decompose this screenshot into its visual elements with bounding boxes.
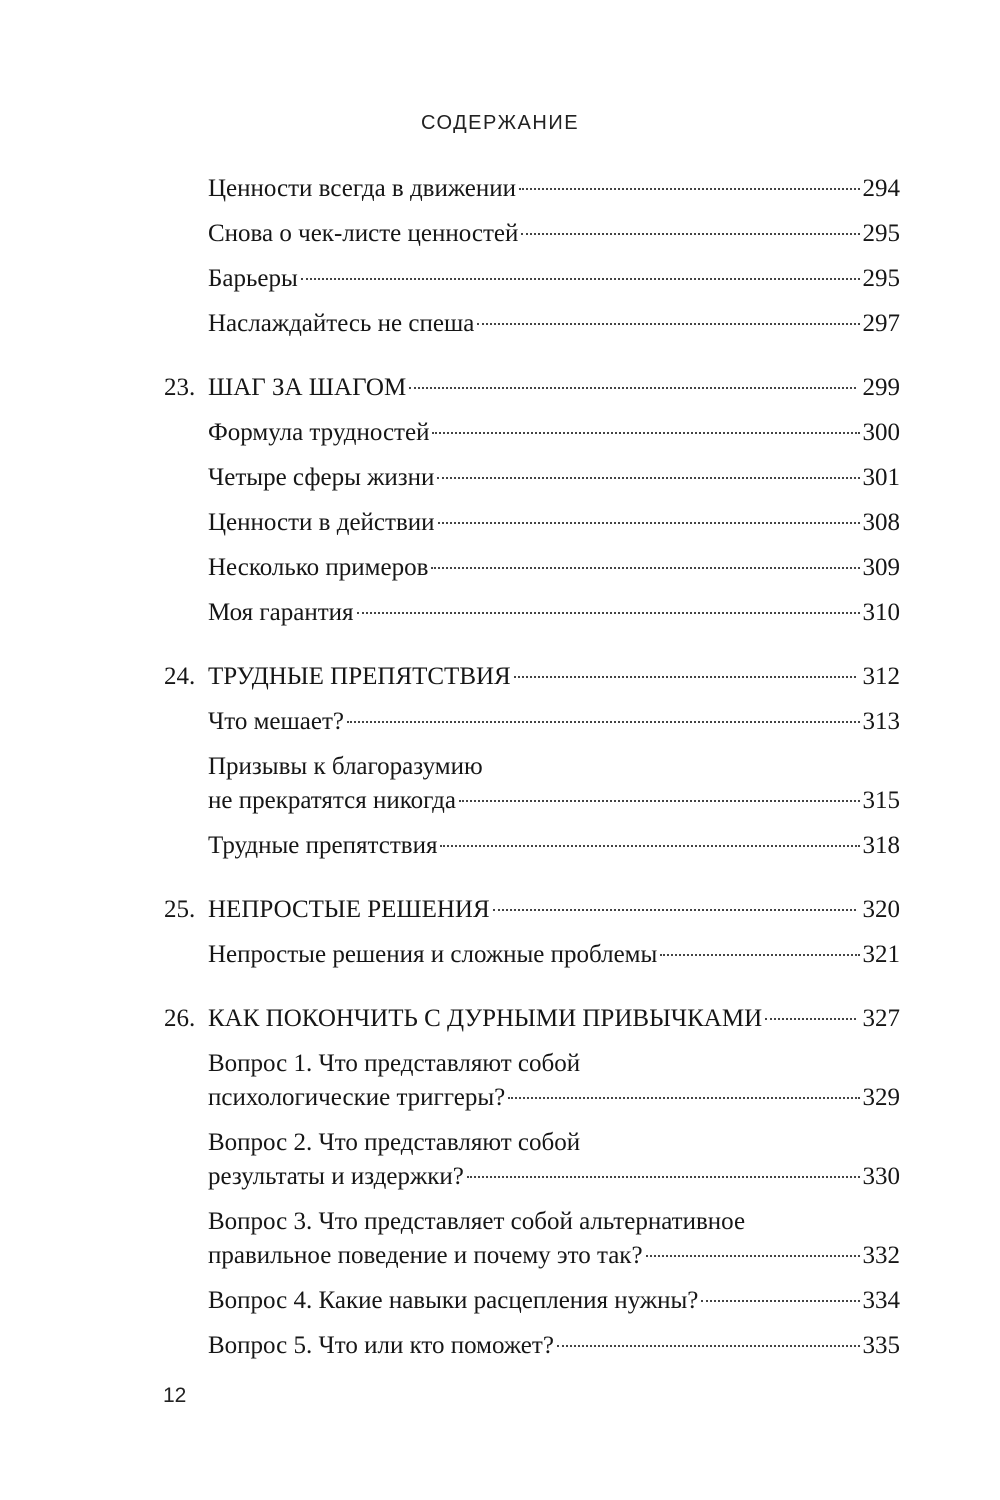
- toc-entry-page: 329: [862, 1084, 900, 1111]
- dot-leader: [646, 1255, 860, 1257]
- chapter-title: НЕПРОСТЫЕ РЕШЕНИЯ: [208, 896, 490, 923]
- dot-leader: [521, 233, 859, 235]
- toc-entry[interactable]: [0, 596, 1000, 630]
- dot-leader: [765, 1018, 855, 1020]
- toc-entry-page: 334: [862, 1287, 900, 1314]
- toc-entry-page: 308: [862, 509, 900, 536]
- chapter-title: ТРУДНЫЕ ПРЕПЯТСТВИЯ: [208, 663, 511, 690]
- chapter-page: 312: [862, 663, 900, 690]
- toc-entry[interactable]: [0, 416, 1000, 450]
- toc-entry[interactable]: [0, 1205, 1000, 1273]
- toc-entry-title: Непростые решения и сложные проблемы: [208, 941, 658, 968]
- chapter-number: 23.: [164, 374, 196, 401]
- dot-leader: [514, 676, 856, 678]
- toc-entry[interactable]: [0, 750, 1000, 818]
- dot-leader: [701, 1300, 859, 1302]
- dot-leader: [519, 188, 859, 190]
- chapter-page: 327: [862, 1005, 900, 1032]
- table-of-contents: [0, 172, 1000, 1374]
- toc-entry-page: 295: [862, 265, 900, 292]
- dot-leader: [347, 721, 860, 723]
- dot-leader: [493, 909, 856, 911]
- dot-leader: [432, 432, 859, 434]
- toc-entry-title-line2: результаты и издержки?: [208, 1163, 464, 1190]
- toc-entry[interactable]: [0, 938, 1000, 972]
- toc-entry-title: Что мешает?: [208, 708, 344, 735]
- toc-chapter[interactable]: [0, 660, 1000, 694]
- toc-entry-title-line2: не прекратятся никогда: [208, 787, 456, 814]
- toc-entry-title-line2: психологические триггеры?: [208, 1084, 506, 1111]
- toc-entry-page: 309: [862, 554, 900, 581]
- toc-entry-title: Трудные препятствия: [208, 832, 438, 859]
- toc-entry-page: 318: [862, 832, 900, 859]
- toc-entry-title: Ценности всегда в движении: [208, 175, 517, 202]
- toc-entry-page: 330: [862, 1163, 900, 1190]
- toc-entry-title: Барьеры: [208, 265, 298, 292]
- toc-entry-title-line1: Призывы к благоразумию: [208, 753, 483, 780]
- toc-entry-page: 310: [862, 599, 900, 626]
- toc-entry[interactable]: [0, 172, 1000, 206]
- dot-leader: [357, 612, 860, 614]
- toc-entry-page: 332: [862, 1242, 900, 1269]
- toc-entry-title: Вопрос 4. Какие навыки расцепления нужны?: [208, 1287, 699, 1314]
- toc-entry[interactable]: [0, 461, 1000, 495]
- running-header: СОДЕРЖАНИЕ: [420, 112, 580, 134]
- dot-leader: [301, 278, 860, 280]
- toc-chapter[interactable]: [0, 371, 1000, 405]
- toc-entry-page: 295: [862, 220, 900, 247]
- dot-leader: [431, 567, 859, 569]
- toc-entry[interactable]: [0, 262, 1000, 296]
- chapter-page: 299: [862, 374, 900, 401]
- toc-entry-page: 301: [862, 464, 900, 491]
- toc-entry[interactable]: [0, 705, 1000, 739]
- toc-entry[interactable]: [0, 506, 1000, 540]
- dot-leader: [557, 1345, 860, 1347]
- dot-leader: [437, 477, 859, 479]
- toc-entry-page: 315: [862, 787, 900, 814]
- toc-entry-title-line2: правильное поведение и почему это так?: [208, 1242, 643, 1269]
- dot-leader: [409, 387, 855, 389]
- toc-entry-page: 335: [862, 1332, 900, 1359]
- toc-entry-title-line1: Вопрос 3. Что представляет собой альтернативное: [208, 1208, 746, 1235]
- toc-entry-page: 313: [862, 708, 900, 735]
- chapter-title: ШАГ ЗА ШАГОМ: [208, 374, 407, 401]
- toc-entry-page: 297: [862, 310, 900, 337]
- chapter-number: 26.: [164, 1005, 196, 1032]
- toc-entry[interactable]: [0, 1047, 1000, 1115]
- toc-entry-page: 300: [862, 419, 900, 446]
- toc-chapter[interactable]: [0, 893, 1000, 927]
- toc-entry[interactable]: [0, 307, 1000, 341]
- dot-leader: [440, 845, 859, 847]
- toc-entry[interactable]: [0, 217, 1000, 251]
- toc-entry-title: Формула трудностей: [208, 419, 430, 446]
- toc-entry[interactable]: [0, 1329, 1000, 1363]
- toc-entry[interactable]: [0, 1126, 1000, 1194]
- toc-chapter[interactable]: [0, 1002, 1000, 1036]
- toc-entry-title: Несколько примеров: [208, 554, 429, 581]
- dot-leader: [438, 522, 860, 524]
- toc-entry-title: Вопрос 5. Что или кто поможет?: [208, 1332, 554, 1359]
- toc-entry-page: 294: [862, 175, 900, 202]
- toc-entry[interactable]: [0, 829, 1000, 863]
- chapter-page: 320: [862, 896, 900, 923]
- dot-leader: [477, 323, 859, 325]
- toc-entry-title-line1: Вопрос 1. Что представляют собой: [208, 1050, 581, 1077]
- toc-entry-title: Снова о чек-листе ценностей: [208, 220, 519, 247]
- toc-entry-title-line1: Вопрос 2. Что представляют собой: [208, 1129, 581, 1156]
- toc-entry-title: Моя гарантия: [208, 599, 354, 626]
- toc-entry-title: Наслаждайтесь не спеша: [208, 310, 475, 337]
- toc-entry[interactable]: [0, 1284, 1000, 1318]
- dot-leader: [508, 1097, 859, 1099]
- toc-entry-title: Ценности в действии: [208, 509, 435, 536]
- chapter-title: КАК ПОКОНЧИТЬ С ДУРНЫМИ ПРИВЫЧКАМИ: [208, 1005, 763, 1032]
- page-number: 12: [163, 1384, 187, 1407]
- dot-leader: [459, 800, 860, 802]
- dot-leader: [467, 1176, 860, 1178]
- toc-entry-page: 321: [862, 941, 900, 968]
- toc-entry[interactable]: [0, 551, 1000, 585]
- chapter-number: 24.: [164, 663, 196, 690]
- dot-leader: [660, 954, 859, 956]
- toc-entry-title: Четыре сферы жизни: [208, 464, 435, 491]
- chapter-number: 25.: [164, 896, 196, 923]
